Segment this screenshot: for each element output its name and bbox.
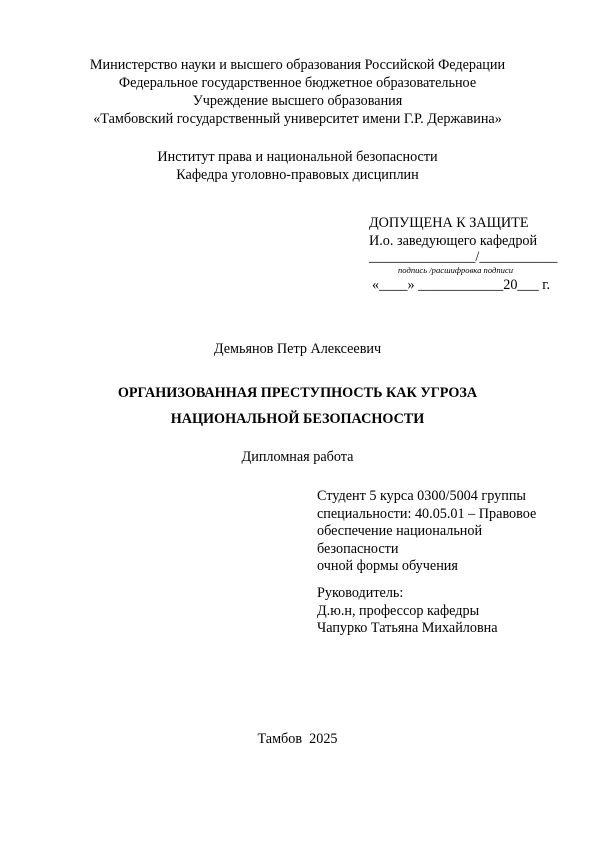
header-block <box>0 56 595 128</box>
institution-type-line: Федеральное государственное бюджетное образовательное <box>118 75 477 91</box>
institute-name: Институт права и национальной безопасности <box>157 149 438 165</box>
author-name: Демьянов Петр Алексеевич <box>213 341 382 357</box>
signature-caption: подпись /расшифровка подписи <box>398 265 514 275</box>
approval-block <box>369 214 557 294</box>
thesis-title-line-2: НАЦИОНАЛЬНОЙ БЕЗОПАСНОСТИ <box>170 411 425 427</box>
institute-block <box>0 148 595 184</box>
supervisor-label: Руководитель: <box>317 585 404 601</box>
approval-date-line: «____» ____________20___ г. <box>372 277 551 293</box>
student-line-5: очной формы обучения <box>317 558 458 574</box>
work-type: Дипломная работа <box>241 449 354 465</box>
student-block <box>317 488 557 576</box>
approval-position: И.о. заведующего кафедрой <box>369 233 538 249</box>
signature-line: _______________/___________ <box>369 249 558 265</box>
student-line-1: Студент 5 курса 0300/5004 группы <box>317 488 526 504</box>
supervisor-block <box>317 585 498 638</box>
supervisor-degree: Д.ю.н, профессор кафедры <box>317 602 480 619</box>
city-year: Тамбов 2025 <box>257 731 338 747</box>
institution-type-line-2: Учреждение высшего образования <box>192 93 403 109</box>
university-line: «Тамбовский государственный университет имени Г.Р. Державина» <box>93 111 502 127</box>
supervisor-name: Чапурко Татьяна Михайловна <box>317 620 498 636</box>
ministry-line: Министерство науки и высшего образования Российской Федерации <box>89 57 506 73</box>
thesis-title <box>0 380 595 432</box>
thesis-title-line-1: ОРГАНИЗОВАННАЯ ПРЕСТУПНОСТЬ КАК УГРОЗА <box>117 385 478 401</box>
student-line-4: безопасности <box>317 540 399 557</box>
approval-heading: ДОПУЩЕНА К ЗАЩИТЕ <box>369 215 529 231</box>
student-line-2: специальности: 40.05.01 – Правовое <box>317 505 537 522</box>
student-line-3: обеспечение национальной <box>317 523 483 539</box>
department-name: Кафедра уголовно-правовых дисциплин <box>176 167 419 183</box>
